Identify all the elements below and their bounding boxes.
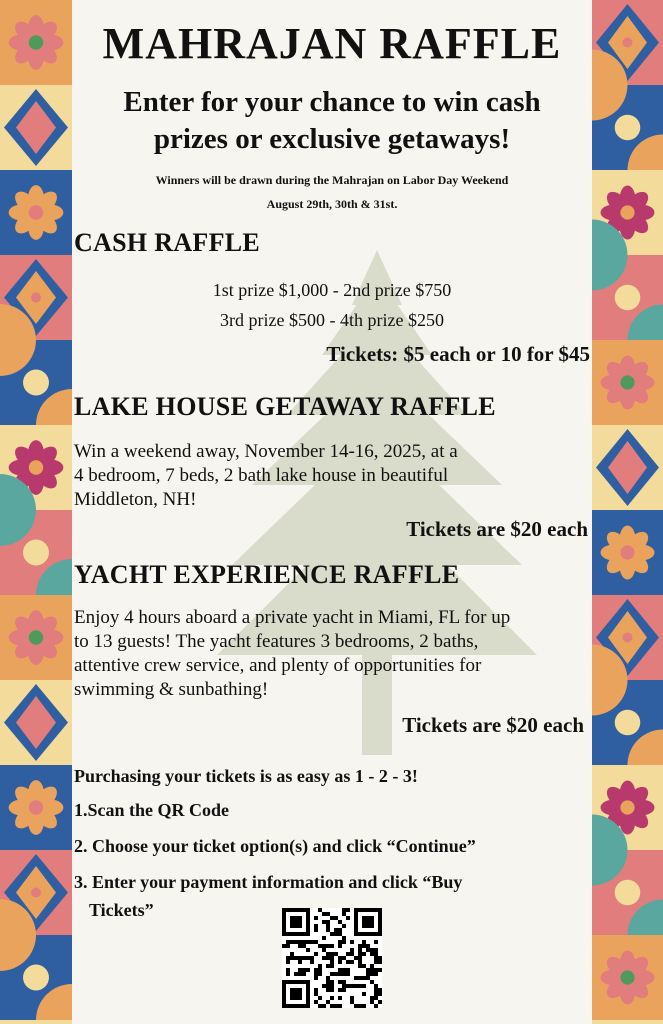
page-title: MAHRAJAN RAFFLE — [102, 19, 562, 68]
purchase-step-3: 3. Enter your payment information and click “Buy — [74, 872, 463, 892]
description-line: Enjoy 4 hours aboard a private yacht in Miami, FL for up — [74, 607, 511, 628]
right-tile-border — [592, 0, 663, 1024]
yacht-heading: YACHT EXPERIENCE RAFFLE — [74, 560, 460, 589]
cash-prizes-line: 3rd prize $500 - 4th prize $250 — [220, 310, 444, 330]
description-line: Win a weekend away, November 14-16, 2025, at a — [74, 441, 458, 462]
cash-prizes-line: 1st prize $1,000 - 2nd prize $750 — [212, 280, 452, 300]
cash-tickets-price: Tickets: $5 each or 10 for $45 — [326, 342, 590, 366]
purchase-intro: Purchasing your tickets is as easy as 1 - 2 - 3! — [74, 766, 418, 786]
description-line: attentive crew service, and plenty of opportunities for — [74, 655, 482, 676]
purchase-step-1: 1.Scan the QR Code — [74, 800, 230, 820]
cash-raffle-heading: CASH RAFFLE — [74, 228, 261, 257]
subtitle-line: prizes or exclusive getaways! — [153, 123, 511, 155]
note-line: August 29th, 30th & 31st. — [266, 197, 398, 211]
lake-house-description — [74, 440, 589, 512]
lake-house-tickets-price: Tickets are $20 each — [406, 517, 588, 541]
left-tile-border — [0, 0, 72, 1024]
description-line: swimming & sunbathing! — [74, 679, 269, 700]
note-line: Winners will be drawn during the Mahrajan on Labor Day Weekend — [155, 173, 509, 187]
subtitle — [72, 84, 592, 158]
purchase-step-3-cont: Tickets” — [89, 900, 154, 920]
description-line: to 13 guests! The yacht features 3 bedrooms, 2 baths, — [74, 631, 479, 652]
yacht-tickets-price: Tickets are $20 each — [402, 713, 584, 737]
qr-code-icon[interactable] — [282, 908, 382, 1008]
purchase-step-2: 2. Choose your ticket option(s) and click “Continue” — [74, 836, 476, 856]
subtitle-line: Enter for your chance to win cash — [123, 86, 541, 118]
description-line: Middleton, NH! — [74, 489, 197, 510]
drawing-note — [72, 168, 592, 216]
description-line: 4 bedroom, 7 beds, 2 bath lake house in beautiful — [74, 465, 449, 486]
raffle-poster — [72, 0, 592, 1024]
lake-house-heading: LAKE HOUSE GETAWAY RAFFLE — [74, 392, 496, 421]
yacht-description — [74, 606, 589, 702]
